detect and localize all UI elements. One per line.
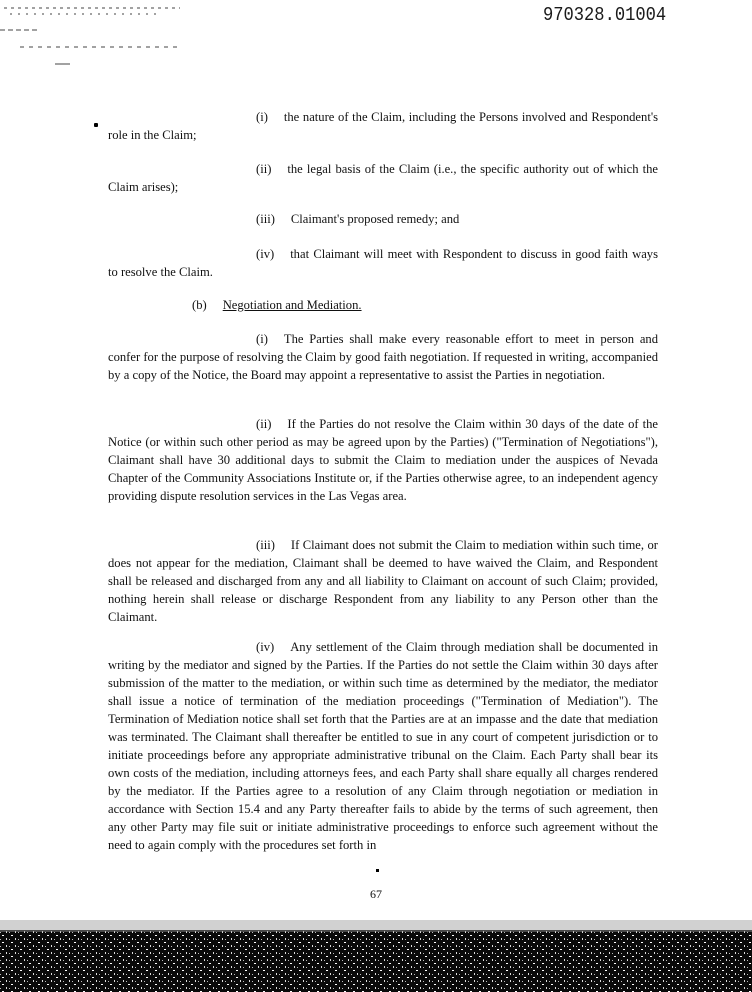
section-b-paragraph-i: (i) The Parties shall make every reasonable effort to meet in person and confer for the purpose of resolving the Claim by good faith negotiation. If requested in writing, accompanied by a copy of the Notice, the Board may appoint a representative to assist the Parties in negotiation. <box>108 332 658 382</box>
section-b-paragraph-iv: (iv) Any settlement of the Claim through mediation shall be documented in writing by the mediator and signed by the Parties. If the Parties do not settle the Claim within 30 days after submission of the matter to the mediation, or within such time as determined by the mediator, the mediator shall issue a notice of termination of the mediation proceedings ("Termination of Mediation"). The Termination of Mediation notice shall set forth that the Parties are at an impasse and the date that mediation was terminated. The Claimant shall thereafter be entitled to sue in any court of competent jurisdiction or to initiate proceedings before any appropriate administrative tribunal on the Claim. Each Party shall bear its own costs of the mediation, including attorneys fees, and each Party shall share equally all charges rendered by the mediator. If the Parties agree to a resolution of any Claim through negotiation or mediation in accordance with Section 15.4 and any Party thereafter fails to abide by the terms of such agreement, then any other Party may file suit or initiate administrative proceedings to enforce such agreement without the need to again comply with the procedures set forth in <box>108 640 658 852</box>
paragraph-ii: (ii) the legal basis of the Claim (i.e., the specific authority out of which the Claim arises); <box>108 162 658 194</box>
page-number-stamp: 970328.01004 <box>543 4 667 26</box>
scan-artifact-marks <box>0 0 200 70</box>
scan-bottom-edge-noise <box>0 920 752 992</box>
scan-speck <box>94 123 98 127</box>
section-b-paragraph-ii: (ii) If the Parties do not resolve the Claim within 30 days of the date of the Notice (or within such other period as may be agreed upon by the Parties) ("Termination of Negotiations"), Claimant shall have 30 additional days to submit the Claim to mediation under the auspices of Nevada Chapter of the Community Associations Institute or, if the Parties otherwise agree, to an independent agency providing dispute resolution services in the Las Vegas area. <box>108 417 658 503</box>
page-footer-number: 67 <box>370 887 382 901</box>
scan-speck <box>376 869 379 872</box>
section-b-paragraph-iii: (iii) If Claimant does not submit the Claim to mediation within such time, or does not appear for the mediation, Claimant shall be deemed to have waived the Claim, and Respondent shall be released and discharged from any and all liability to Claimant on account of such Claim; provided, nothing herein shall release or discharge Respondent from any liability to any Person other than the Claimant. <box>108 538 658 624</box>
paragraph-iv: (iv) that Claimant will meet with Respondent to discuss in good faith ways to resolve the Claim. <box>108 247 658 279</box>
section-b-heading: (b) Negotiation and Mediation. <box>192 298 362 312</box>
paragraph-iii: (iii) Claimant's proposed remedy; and <box>256 212 460 226</box>
paragraph-i: (i) the nature of the Claim, including the Persons involved and Respondent's role in the Claim; <box>108 110 658 142</box>
